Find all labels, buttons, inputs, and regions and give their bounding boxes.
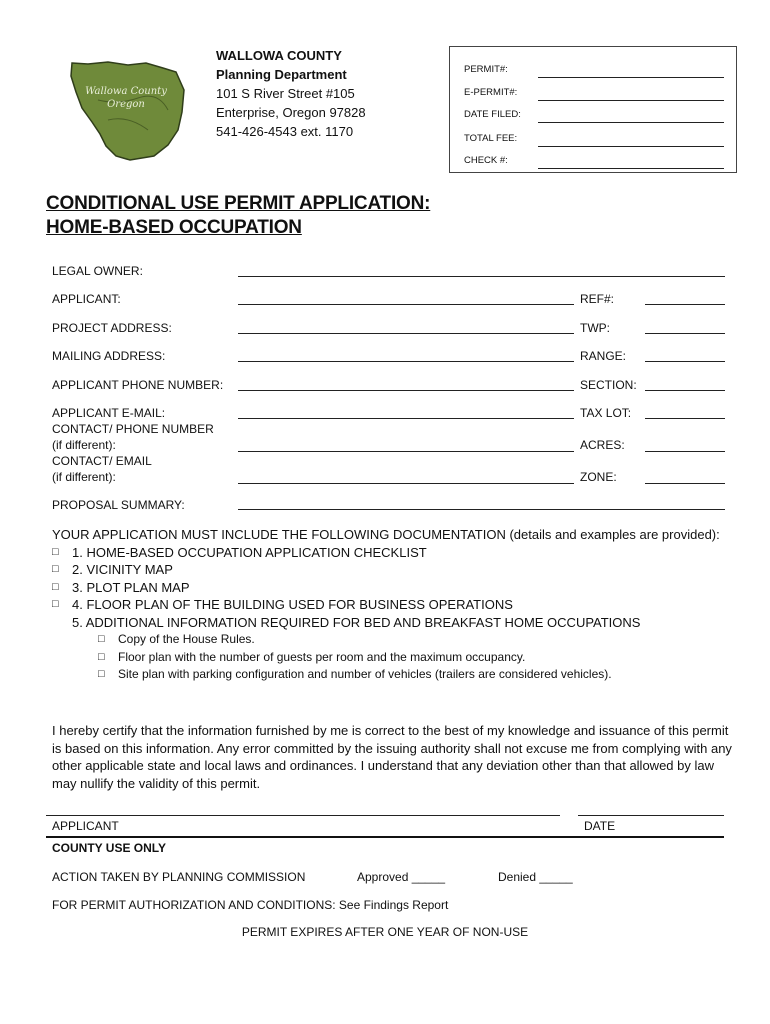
legal-owner-label: LEGAL OWNER: [52, 264, 143, 278]
permit-number-label: PERMIT#: [464, 64, 508, 75]
permit-number-row [464, 64, 724, 78]
epermit-label: E-PERMIT#: [464, 87, 518, 98]
zone-label: ZONE: [580, 470, 617, 484]
proposal-summary-label: PROPOSAL SUMMARY: [52, 498, 185, 512]
form-title-line1: CONDITIONAL USE PERMIT APPLICATION: [46, 193, 431, 214]
form-title [46, 192, 430, 240]
certification-statement: I hereby certify that the information furnished by me is correct to the best of my knowledge and issuance of this permit is based on this information. Any error committed by the issuing authority shall not excuse me from complying with any other applicable state and local laws and ordinances. I understand that any deviation other than that allowed by law may nullify the validity of this permit. [52, 723, 732, 791]
checkbox-icon[interactable]: □ [52, 598, 59, 610]
contact-email-label: CONTACT/ EMAIL [52, 454, 152, 468]
applicant-line[interactable] [238, 304, 574, 305]
section-label: SECTION: [580, 378, 637, 392]
section-line[interactable] [645, 390, 725, 391]
applicant-phone-line[interactable] [238, 390, 574, 391]
checkbox-icon[interactable]: □ [98, 650, 105, 663]
check-number-row [464, 155, 724, 169]
doc-item [52, 596, 732, 614]
legal-owner-line[interactable] [238, 276, 725, 277]
applicant-label: APPLICANT: [52, 292, 121, 306]
county-address-block [216, 46, 366, 141]
project-address-line[interactable] [238, 333, 574, 334]
check-number-label: CHECK #: [464, 155, 508, 166]
doc-item-label: 3. PLOT PLAN MAP [72, 579, 190, 595]
zone-line[interactable] [645, 483, 725, 484]
check-number-line[interactable] [538, 168, 724, 169]
proposal-summary-line[interactable] [238, 509, 725, 510]
date-filed-row [464, 109, 724, 123]
city-address: Enterprise, Oregon 97828 [216, 105, 366, 120]
checkbox-icon[interactable]: □ [52, 580, 59, 593]
doc-subitem [52, 649, 732, 667]
total-fee-label: TOTAL FEE: [464, 133, 518, 144]
date-signature-label: DATE [584, 819, 616, 833]
contact-email-line[interactable] [238, 483, 574, 484]
acres-line[interactable] [645, 451, 725, 452]
doc-subitem-label: Copy of the House Rules. [118, 632, 255, 646]
county-name: WALLOWA COUNTY [216, 48, 342, 63]
doc-subitem [52, 631, 732, 649]
tax-lot-line[interactable] [645, 418, 725, 419]
form-title-line2: HOME-BASED OCCUPATION [46, 217, 302, 238]
denied-field[interactable]: Denied _____ [498, 870, 573, 884]
epermit-line[interactable] [538, 100, 724, 101]
date-filed-line[interactable] [538, 122, 724, 123]
applicant-signature-line[interactable] [46, 815, 560, 816]
acres-label: ACRES: [580, 438, 625, 452]
phone-number: 541-426-4543 ext. 1170 [216, 124, 354, 139]
doc-item-label: 1. HOME-BASED OCCUPATION APPLICATION CHECKLIST [72, 544, 427, 560]
department-name: Planning Department [216, 67, 347, 82]
wallowa-county-map-logo [68, 60, 186, 162]
documentation-intro: YOUR APPLICATION MUST INCLUDE THE FOLLOWING DOCUMENTATION (details and examples are provided): [52, 527, 720, 542]
street-address: 101 S River Street #105 [216, 86, 355, 101]
doc-item [52, 561, 732, 579]
twp-label: TWP: [580, 321, 610, 335]
county-use-heading: COUNTY USE ONLY [52, 841, 167, 855]
checkbox-icon[interactable]: □ [52, 563, 59, 575]
range-line[interactable] [645, 361, 725, 362]
expiration-note: PERMIT EXPIRES AFTER ONE YEAR OF NON-USE [241, 925, 529, 939]
twp-line[interactable] [645, 333, 725, 334]
permit-number-line[interactable] [538, 77, 724, 78]
office-use-box [449, 46, 737, 173]
doc-item-label: 2. VICINITY MAP [72, 562, 173, 577]
doc-subitem [52, 666, 732, 684]
checkbox-icon[interactable]: □ [98, 668, 105, 680]
applicant-phone-label: APPLICANT PHONE NUMBER: [52, 378, 224, 392]
total-fee-row [464, 133, 724, 147]
applicant-signature-label: APPLICANT [52, 819, 119, 833]
doc-item-5-label: 5. ADDITIONAL INFORMATION REQUIRED FOR BED AND BREAKFAST HOME OCCUPATIONS [72, 614, 641, 630]
mailing-address-line[interactable] [238, 361, 574, 362]
date-signature-line[interactable] [578, 815, 724, 816]
epermit-row [464, 87, 724, 101]
checkbox-icon[interactable]: □ [52, 545, 59, 558]
tax-lot-label: TAX LOT: [580, 406, 632, 420]
ref-label: REF#: [580, 292, 615, 306]
doc-subitem-label: Floor plan with the number of guests per room and the maximum occupancy. [118, 649, 526, 664]
doc-item-label: 4. FLOOR PLAN OF THE BUILDING USED FOR BUSINESS OPERATIONS [72, 597, 513, 612]
doc-item [52, 544, 732, 562]
ref-line[interactable] [645, 304, 725, 305]
county-use-divider [46, 836, 724, 838]
doc-item [52, 579, 732, 597]
doc-subitem-label: Site plan with parking configuration and number of vehicles (trailers are considered vehicles). [118, 667, 612, 681]
date-filed-label: DATE FILED: [464, 109, 521, 120]
contact-phone-if-different: (if different): [52, 438, 116, 452]
applicant-email-line[interactable] [238, 418, 574, 419]
authorization-note: FOR PERMIT AUTHORIZATION AND CONDITIONS: See Findings Report [52, 898, 449, 912]
svg-text:Wallowa County: Wallowa County [85, 86, 167, 97]
applicant-email-label: APPLICANT E-MAIL: [52, 406, 166, 420]
total-fee-line[interactable] [538, 146, 724, 147]
project-address-label: PROJECT ADDRESS: [52, 321, 172, 335]
checkbox-icon[interactable]: □ [98, 633, 105, 645]
action-taken-label: ACTION TAKEN BY PLANNING COMMISSION [52, 870, 306, 884]
doc-item-5 [52, 614, 732, 632]
mailing-address-label: MAILING ADDRESS: [52, 349, 166, 363]
documentation-section [52, 526, 732, 684]
approved-field[interactable]: Approved _____ [357, 870, 446, 884]
contact-phone-label: CONTACT/ PHONE NUMBER [52, 422, 214, 436]
svg-text:Oregon: Oregon [107, 99, 145, 110]
contact-phone-line[interactable] [238, 451, 574, 452]
range-label: RANGE: [580, 349, 627, 363]
contact-email-if-different: (if different): [52, 470, 116, 484]
